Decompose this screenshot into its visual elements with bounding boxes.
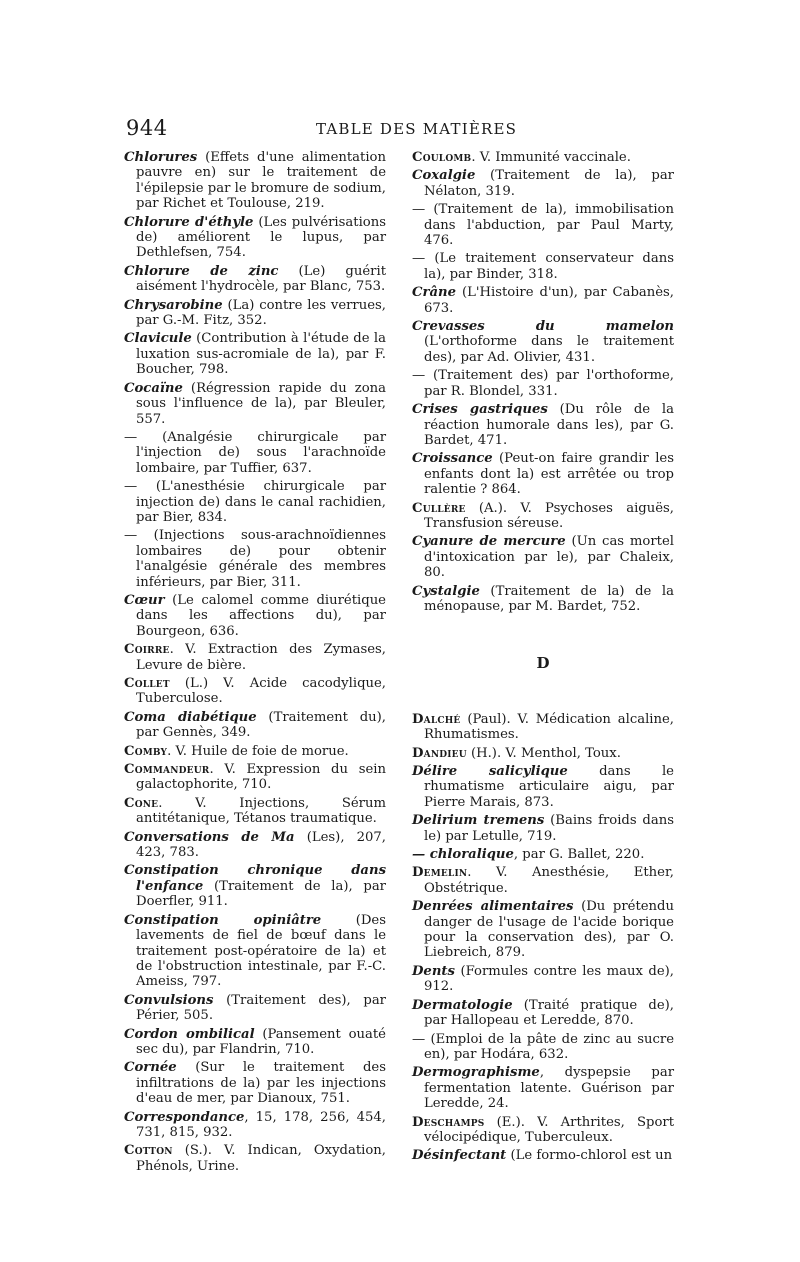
entry-text: (L.) V. Acide cacodylique, Tuberculose.	[136, 676, 386, 707]
entry-text: (Traitement de la) de la ménopause, par M. Bardet, 752.	[424, 583, 674, 614]
entry-heading: —	[412, 202, 426, 218]
entry-heading: Cocaïne	[124, 380, 183, 396]
index-entry	[412, 150, 674, 165]
entry-heading: Clavicule	[124, 331, 192, 347]
entry-text: dans le rhumatisme articulaire aigu, par Pierre Marais, 873.	[424, 764, 674, 810]
entry-text: , dyspepsie par fermentation latente. Guérison par Leredde, 24.	[424, 1065, 674, 1112]
entry-heading: Correspondance	[124, 1109, 245, 1125]
entry-text: . V. Extraction des Zymases, Levure de bière.	[136, 642, 386, 673]
entry-text: (Pansement ouaté sec du), par Flandrin, 710.	[136, 1026, 386, 1057]
index-entry	[124, 796, 386, 827]
entry-heading: Coirre	[124, 642, 170, 658]
index-section-d	[412, 712, 674, 1164]
index-entry	[412, 1032, 674, 1063]
entry-heading: Constipation chronique dans l'enfance	[124, 863, 386, 894]
index-entry	[124, 830, 386, 861]
entry-heading: —	[412, 368, 426, 384]
index-entry	[124, 1027, 386, 1058]
entry-heading: —	[412, 251, 426, 267]
index-entry	[412, 501, 674, 532]
entry-text: (Paul). V. Médication alcaline, Rhumatismes.	[424, 711, 674, 743]
entry-heading: Dermographisme	[412, 1065, 540, 1081]
entry-heading: Dermatologie	[412, 997, 513, 1013]
entry-text: (Le formo-chlorol est un	[506, 1148, 673, 1164]
entry-text: (Le calomel comme diurétique dans les affections du), par Bourgeon, 636.	[136, 592, 386, 639]
entry-text: . V. Immunité vaccinale.	[471, 150, 631, 165]
index-entry	[412, 764, 674, 810]
entry-heading: Coxalgie	[412, 168, 476, 184]
index-entry	[124, 331, 386, 377]
index-entry	[124, 1060, 386, 1106]
entry-text: (L'orthoforme dans le traitement des), par Ad. Olivier, 431.	[424, 334, 674, 365]
entry-text: (L'anesthésie chirurgicale par injection de) dans le canal rachidien, par Bier, 834.	[136, 479, 386, 525]
entry-heading: Commandeur	[124, 762, 210, 778]
entry-text: (Du prétendu danger de l'usage de l'acide borique pour la conservation des), par O. Liebreich, 879.	[424, 899, 674, 961]
index-entry	[124, 762, 386, 793]
index-entry	[124, 710, 386, 741]
entry-text: . V. Anesthésie, Ether, Obstétrique.	[424, 865, 674, 896]
entry-text: (Analgésie chirurgicale par l'injection de) sous l'arachnoïde lombaire, par Tuffier, 637.	[136, 429, 386, 476]
entry-heading: Délire salicylique	[412, 764, 568, 779]
index-entry	[412, 285, 674, 316]
entry-text: (Contribution à l'étude de la luxation sus-acromiale de la), par F. Boucher, 798.	[136, 331, 386, 378]
entry-text: (H.). V. Menthol, Toux.	[466, 745, 621, 761]
entry-text: , 15, 178, 256, 454, 731, 815, 932.	[136, 1109, 386, 1140]
entry-text: (Peut-on faire grandir les enfants dont la) est arrêtée ou trop ralentie ? 864.	[424, 451, 674, 498]
index-entry	[412, 584, 674, 615]
entry-heading: Désinfectant	[412, 1148, 507, 1164]
entry-text: (Régression rapide du zona sous l'influence de la), par Bleuler, 557.	[136, 380, 386, 427]
index-section-c	[412, 150, 674, 614]
entry-heading: Coulomb	[412, 150, 472, 165]
entry-text: (Le traitement conservateur dans la), par Binder, 318.	[424, 251, 674, 282]
entry-heading: Cullère	[412, 500, 466, 516]
right-column	[412, 150, 674, 1167]
index-entry	[412, 964, 674, 995]
entry-heading: Cornée	[124, 1060, 177, 1076]
entry-text: (Effets d'une alimentation pauvre en) sur le traitement de l'épilepsie par le bromure de sodium, par Richet et Toulouse, 219.	[136, 150, 386, 212]
index-entry	[124, 430, 386, 476]
entry-text: (Des lavements de fiel de bœuf dans le traitement post-opératoire de la) et de l'obstruction intestinale, par F.-C. Ameiss, 797.	[136, 912, 386, 990]
index-entry	[124, 744, 386, 759]
entry-heading: Croissance	[412, 451, 493, 467]
index-entry	[412, 998, 674, 1029]
entry-text: (Traitement de la), par Nélaton, 319.	[424, 168, 674, 199]
entry-text: (Traitement des) par l'orthoforme, par R. Blondel, 331.	[424, 368, 674, 399]
index-entry	[412, 402, 674, 448]
index-entry	[124, 479, 386, 525]
entry-text: (Le) guérit aisément l'hydrocèle, par Blanc, 753.	[136, 263, 386, 295]
entry-text: (Sur le traitement des infiltrations de la) par les injections d'eau de mer, par Dianoux, 751.	[136, 1060, 386, 1107]
index-entry	[412, 899, 674, 961]
index-entry	[412, 251, 674, 282]
index-entry	[124, 913, 386, 990]
entry-heading: Cœur	[124, 592, 165, 608]
index-entry	[412, 534, 674, 580]
entry-heading: Crâne	[412, 285, 456, 301]
entry-text: (Emploi de la pâte de zinc au sucre en), par Hodára, 632.	[424, 1031, 674, 1062]
index-entry	[412, 712, 674, 743]
entry-text: . V. Huile de foie de morue.	[167, 743, 349, 759]
running-title: TABLE DES MATIÈRES	[316, 120, 518, 138]
entry-text: (E.). V. Arthrites, Sport vélocipédique, Tuberculeux.	[424, 1114, 674, 1145]
entry-heading: —	[124, 429, 138, 445]
entry-text: (Traitement de la), immobilisation dans l'abduction, par Paul Marty, 476.	[424, 202, 674, 249]
left-column	[124, 150, 386, 1177]
entry-heading: Crises gastriques	[412, 402, 548, 418]
entry-heading: Conversations de Ma	[124, 829, 295, 845]
entry-text: (La) contre les verrues, par G.-M. Fitz, 352.	[136, 297, 386, 329]
entry-heading: —	[124, 479, 138, 495]
entry-heading: — chloralique	[412, 847, 514, 863]
entry-text: (Un cas mortel d'intoxication par le), par Chaleix, 80.	[424, 534, 674, 581]
entry-heading: Convulsions	[124, 992, 214, 1008]
index-entry	[412, 847, 674, 862]
index-entry	[412, 202, 674, 248]
entry-text: (Les pulvérisations de) améliorent le lupus, par Dethlefsen, 754.	[136, 214, 386, 261]
index-entry	[412, 168, 674, 199]
entry-heading: Deschamps	[412, 1114, 485, 1130]
entry-text: (Formules contre les maux de), 912.	[424, 963, 674, 995]
entry-heading: Dandieu	[412, 745, 467, 761]
entry-heading: Chlorure d'éthyle	[124, 214, 254, 230]
entry-heading: Constipation opiniâtre	[124, 912, 322, 928]
entry-text: (Injections sous-arachnoïdiennes lombaires de) pour obtenir l'analgésie générale des membres inférieurs, par Bier, 311.	[136, 528, 386, 590]
entry-heading: Chlorure de zinc	[124, 263, 279, 279]
index-entry	[124, 298, 386, 329]
entry-text: . V. Injections, Sérum antitétanique, Tétanos traumatique.	[136, 795, 386, 827]
entry-heading: Delirium tremens	[412, 813, 545, 829]
entry-text: (Traitement de la), par Doerfler, 911.	[136, 878, 386, 910]
entry-heading: Demelin	[412, 865, 468, 881]
entry-heading: Coma diabétique	[124, 709, 257, 725]
page-header	[116, 116, 674, 142]
entry-text: (Bains froids dans le) par Letulle, 719.	[424, 813, 674, 844]
entry-text: (Traité pratique de), par Hallopeau et Leredde, 870.	[424, 997, 674, 1029]
entry-heading: Comby	[124, 743, 168, 759]
index-entry	[412, 865, 674, 896]
entry-heading: Dalché	[412, 711, 461, 727]
entry-text: (Les), 207, 423, 783.	[136, 829, 387, 861]
entry-heading: —	[124, 528, 138, 544]
index-entry	[124, 264, 386, 295]
index-entry	[124, 642, 386, 673]
entry-heading: Chrysarobine	[124, 297, 223, 313]
entry-text: . V. Expression du sein galactophorite, 710.	[136, 762, 386, 793]
index-entry	[124, 1110, 386, 1141]
entry-heading: —	[412, 1031, 426, 1047]
entry-heading: Cyanure de mercure	[412, 534, 566, 550]
index-entry	[412, 319, 674, 365]
index-entry	[124, 593, 386, 639]
index-entry	[412, 368, 674, 399]
index-entry	[412, 1065, 674, 1111]
index-entry	[412, 451, 674, 497]
entry-text: (Traitement du), par Gennès, 349.	[136, 709, 386, 741]
entry-heading: Cone	[124, 795, 159, 811]
entry-heading: Collet	[124, 676, 170, 691]
entry-heading: Cystalgie	[412, 583, 480, 599]
entry-text: (L'Histoire d'un), par Cabanès, 673.	[424, 285, 674, 316]
page-number: 944	[126, 116, 168, 140]
entry-text: (Du rôle de la réaction humorale dans les), par G. Bardet, 471.	[424, 402, 674, 448]
entry-heading: Chlorures	[124, 150, 198, 165]
entry-heading: Dents	[412, 963, 455, 979]
index-entry	[412, 1148, 674, 1163]
index-entry	[124, 150, 386, 212]
index-entry	[124, 993, 386, 1024]
index-entry	[124, 381, 386, 427]
entry-heading: Cordon ombilical	[124, 1026, 255, 1042]
index-entry	[124, 863, 386, 909]
index-entry	[412, 1115, 674, 1146]
index-entry	[124, 528, 386, 590]
index-entry	[412, 813, 674, 844]
entry-heading: Cotton	[124, 1143, 173, 1159]
index-entry	[124, 1143, 386, 1174]
index-entry	[412, 746, 674, 761]
entry-text: (A.). V. Psychoses aiguës, Transfusion séreuse.	[424, 500, 674, 531]
entry-text: (Traitement des), par Périer, 505.	[136, 992, 386, 1024]
entry-heading: Crevasses du mamelon	[412, 319, 674, 335]
section-letter-heading: D	[536, 654, 550, 673]
entry-text: (S.). V. Indican, Oxydation, Phénols, Urine.	[136, 1143, 386, 1174]
entry-text: , par G. Ballet, 220.	[513, 847, 645, 863]
entry-heading: Denrées alimentaires	[412, 899, 574, 915]
index-entry	[124, 215, 386, 261]
index-entry	[124, 676, 386, 707]
